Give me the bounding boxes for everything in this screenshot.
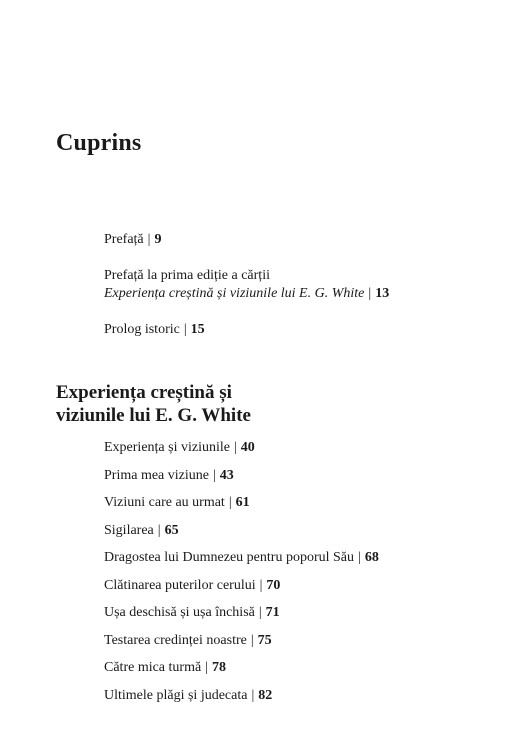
toc-page-number: 71 [265, 605, 280, 620]
toc-separator: | [205, 660, 208, 675]
toc-page-number: 78 [212, 660, 226, 675]
toc-entry-title: Ultimele plăgi și judecata [104, 688, 248, 703]
toc-separator: | [250, 633, 254, 648]
section-heading-line: viziunile lui E. G. White [56, 405, 251, 426]
toc-entry-title: Către mica turmă [104, 660, 202, 675]
toc-entry-title: Testarea credinței noastre [104, 633, 247, 648]
toc-separator: | [368, 286, 372, 301]
toc-page-number: 68 [364, 550, 379, 565]
toc-entry-title: Prefață la prima ediție a cărții [104, 268, 270, 283]
toc-entry [104, 522, 179, 540]
toc-page-number: 70 [266, 578, 281, 593]
toc-entry-title: Sigilarea [104, 523, 154, 538]
toc-page-number: 43 [219, 468, 234, 483]
toc-entry [104, 577, 280, 595]
toc-entry [104, 659, 226, 677]
page-title: Cuprins [56, 130, 142, 156]
toc-entry [104, 494, 250, 512]
section-heading-line: Experiența creștină și [56, 382, 232, 403]
toc-entry-prefata-prima-editie [104, 267, 389, 303]
toc-page-number: 9 [154, 232, 162, 247]
toc-entry-prolog-istoric [104, 321, 205, 339]
toc-separator: | [258, 605, 262, 620]
toc-separator: | [251, 688, 255, 703]
toc-entry [104, 687, 272, 705]
toc-separator: | [233, 440, 237, 455]
toc-entry [104, 549, 379, 567]
toc-entry [104, 632, 272, 650]
toc-entry-title: Dragostea lui Dumnezeu pentru poporul Său [104, 550, 354, 565]
toc-entry-title: Prefață [104, 232, 144, 247]
toc-separator: | [228, 495, 232, 510]
toc-entry-title: Ușa deschisă și ușa închisă [104, 605, 255, 620]
toc-separator: | [147, 232, 151, 247]
toc-entry-title: Viziuni care au urmat [104, 495, 225, 510]
toc-entry [104, 604, 280, 622]
toc-page-number: 40 [240, 440, 255, 455]
toc-separator: | [157, 523, 161, 538]
toc-entry [104, 467, 234, 485]
toc-entry-title: Experiența și viziunile [104, 440, 230, 455]
toc-entry-title: Prolog istoric [104, 322, 180, 337]
toc-entry [104, 439, 255, 457]
toc-entry-subtitle: Experiența creștină și viziunile lui E. G. White [104, 286, 365, 301]
toc-separator: | [259, 578, 263, 593]
section-heading [56, 381, 251, 427]
toc-page-number: 15 [190, 322, 205, 337]
toc-entry-title: Clătinarea puterilor cerului [104, 578, 256, 593]
toc-page-number: 65 [164, 523, 179, 538]
toc-separator: | [212, 468, 216, 483]
toc-page-number: 75 [257, 633, 272, 648]
toc-entry-title: Prima mea viziune [104, 468, 209, 483]
toc-page-number: 13 [375, 286, 390, 301]
toc-entry-prefata [104, 231, 161, 249]
toc-page-number: 82 [258, 688, 273, 703]
toc-separator: | [358, 550, 361, 565]
toc-separator: | [183, 322, 187, 337]
toc-page-number: 61 [235, 495, 250, 510]
